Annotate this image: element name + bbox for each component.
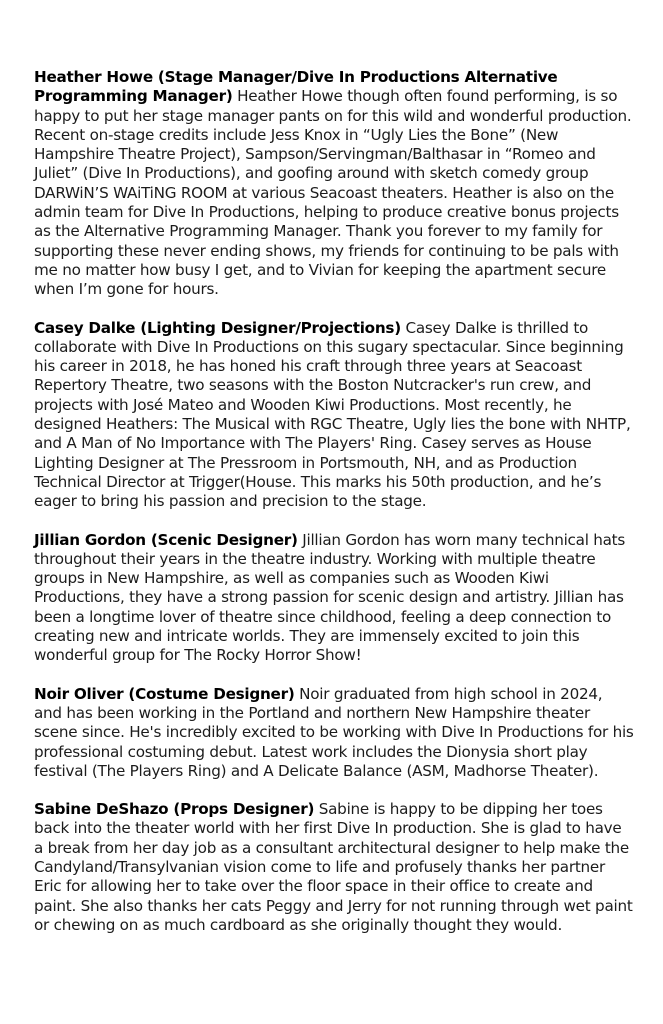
bio-text: Heather Howe though often found performing, is so happy to put her stage manager pants on for this wild and wonderful production. Recent on-stage credits include Jess Knox in “Ugly Lies the Bone” (New Hampshire Theatre Project), Sampson/Servingman/Balthasar in “Romeo and Juliet” (Dive In Productions), and goofing around with sketch comedy group DARWiN’S WAiTiNG ROOM at various Seacoast theaters. Heather is also on the admin team for Dive In Productions, helping to produce creative bonus projects as the Alternative Programming Manager. Thank you forever to my family for supporting these never ending shows, my friends for continuing to be pals with me no matter how busy I get, and to Vivian for keeping the apartment secure when I’m gone for hours. [34,87,632,299]
bio-name: Casey Dalke (Lighting Designer/Projections) [34,318,401,337]
bio-jillian-gordon [34,531,634,666]
bio-text: Jillian Gordon has worn many technical hats throughout their years in the theatre industry. Working with multiple theatre groups in New Hampshire, as well as companies such as Wooden Kiwi Productions, they have a strong passion for scenic design and artistry. Jillian has been a longtime lover of theatre since childhood, feeling a deep connection to creating new and intricate worlds. They are immensely excited to join this wonderful group for The Rocky Horror Show! [34,530,626,665]
bio-name: Noir Oliver (Costume Designer) [34,684,295,703]
bio-text: Casey Dalke is thrilled to collaborate with Dive In Productions on this sugary spectacular. Since beginning his career in 2018, he has honed his craft through three years at Seacoast Repertory Theatre, two seasons with the Boston Nutcracker's run crew, and projects with José Mateo and Wooden Kiwi Productions. Most recently, he designed Heathers: The Musical with RGC Theatre, Ugly lies the bone with NHTP, and A Man of No Importance with The Players' Ring. Casey serves as House Lighting Designer at The Pressroom in Portsmouth, NH, and as Production Technical Director at Trigger(House. This marks his 50th production, and he’s eager to bring his passion and precision to the stage. [34,318,631,511]
bio-sabine-deshazo [34,800,634,935]
bios-page [34,68,634,954]
bio-casey-dalke [34,319,634,512]
bio-name: Sabine DeShazo (Props Designer) [34,800,315,819]
bio-name: Jillian Gordon (Scenic Designer) [34,530,298,549]
bio-noir-oliver [34,685,634,781]
bio-text: Sabine is happy to be dipping her toes back into the theater world with her first Dive In production. She is glad to have a break from her day job as a consultant architectural designer to help make the Candyland/Transylvanian vision come to life and profusely thanks her partner Eric for allowing her to take over the floor space in their office to create and paint. She also thanks her cats Peggy and Jerry for not running through wet paint or chewing on as much cardboard as she originally thought they would. [34,800,633,934]
bio-heather-howe [34,68,634,300]
bio-name: Heather Howe (Stage Manager/Dive In Productions Alternative Programming Manager) [34,68,558,106]
bio-text: Noir graduated from high school in 2024, and has been working in the Portland and northern New Hampshire theater scene since. He's incredibly excited to be working with Dive In Productions for his professional costuming debut. Latest work includes the Dionysia short play festival (The Players Ring) and A Delicate Balance (ASM, Madhorse Theater). [34,684,634,780]
